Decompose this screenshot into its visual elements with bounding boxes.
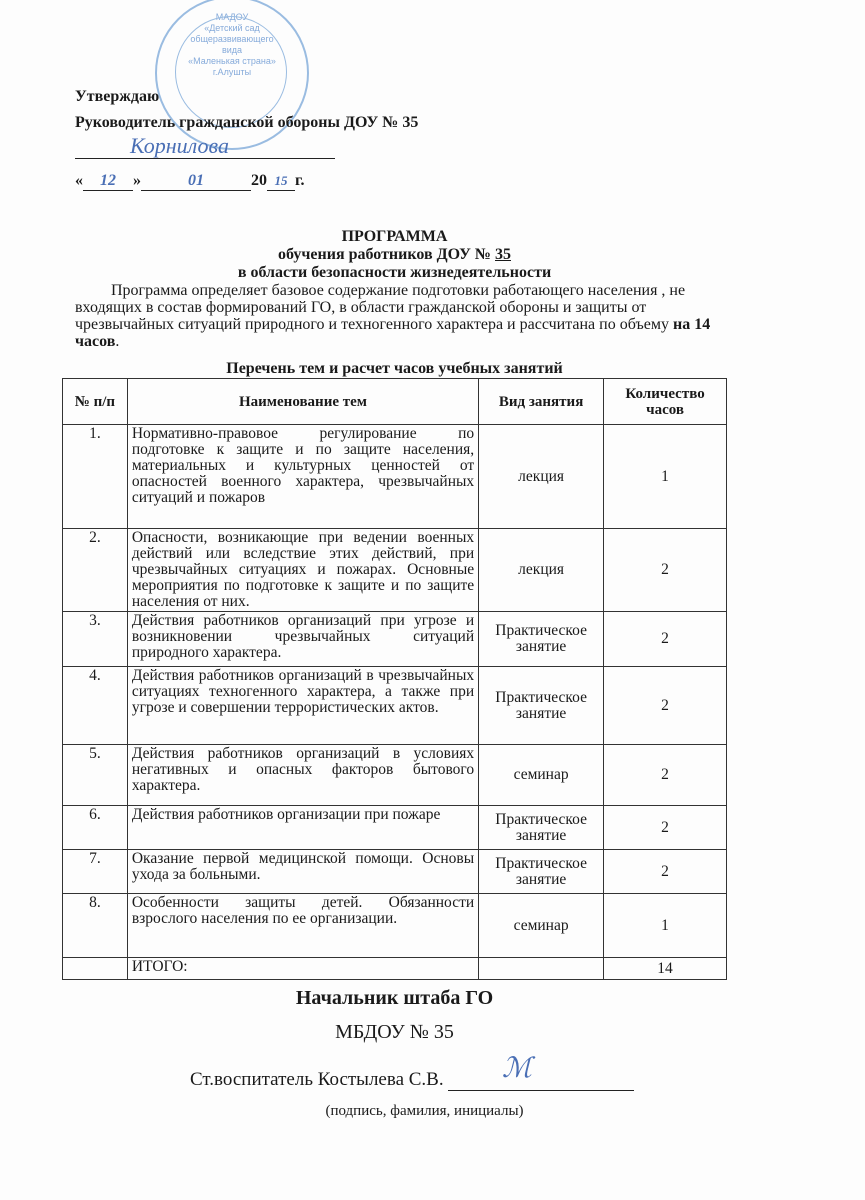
hours-count: 2 [604,529,727,612]
table-row [63,425,727,529]
stamp-line: общеразвивающего [190,34,274,44]
topic-name: Действия работников организации при пожаре [127,806,478,850]
topic-name: Особенности защиты детей. Обязанности взрослого населения по ее организации. [127,894,478,958]
hours-count: 1 [604,425,727,529]
lesson-type: Практическое занятие [479,850,604,894]
stamp-line: «Маленькая страна» [188,56,276,66]
hours-count: 2 [604,612,727,667]
header-num: № п/п [63,379,128,425]
total-hours: 14 [604,958,727,980]
table-row [63,806,727,850]
row-number: 4. [63,667,128,745]
stamp-line: г.Алушты [212,67,252,77]
approval-date [75,172,304,191]
row-number: 2. [63,529,128,612]
header-name: Наименование тем [127,379,478,425]
topic-name: Оказание первой медицинской помощи. Основы ухода за больными. [127,850,478,894]
hours-count: 1 [604,894,727,958]
quote-open: « [75,172,83,189]
stamp-line: вида [221,45,243,55]
doc-subtitle [62,246,727,264]
row-number: 7. [63,850,128,894]
topic-name: Опасности, возникающие при ведении военных действий или вследствие этих действий, при чрезвычайных ситуациях и пожарах. Основные мероприятия по подготовке к защите и по защите населения от них. [127,529,478,612]
table-row [63,850,727,894]
lesson-type: Практическое занятие [479,612,604,667]
header-type: Вид занятия [479,379,604,425]
document-body [62,228,727,1120]
table-row [63,745,727,806]
approve-label: Утверждаю [75,88,160,105]
total-type [479,958,604,980]
lesson-type: Практическое занятие [479,667,604,745]
signature-caption: (подпись, фамилия, инициалы) [325,1103,524,1119]
footer-signature-line [448,1090,634,1091]
approver-position: Руководитель гражданской обороны ДОУ № 35 [75,114,419,131]
row-number: 5. [63,745,128,806]
date-month: 01 [141,172,251,191]
subtitle-number: 35 [495,246,511,263]
chief-title: Начальник штаба ГО [295,987,494,1009]
intro-paragraph [75,282,727,350]
lesson-type: лекция [479,529,604,612]
signer-name: Ст.воспитатель Костылева С.В. [190,1069,444,1090]
approver-signature: Корнилова [130,133,229,158]
table-row [63,667,727,745]
doc-title: ПРОГРАММА [341,228,448,245]
header-hours: Количество часов [604,379,727,425]
row-number: 6. [63,806,128,850]
topics-table [62,378,727,980]
topic-name: Действия работников организаций в условиях негативных и опасных факторов бытового характера. [127,745,478,806]
lesson-type: лекция [479,425,604,529]
lesson-type: Практическое занятие [479,806,604,850]
table-row [63,894,727,958]
stamp-text [187,12,277,78]
date-day: 12 [83,172,133,191]
quote-close: » [133,172,141,189]
year-prefix: 20 [251,172,267,189]
footer-signature: ℳ [502,1053,532,1084]
signature-line [75,158,335,159]
intro-text: Программа определяет базовое содержание подготовки работающего населения , не входящих в состав формирований ГО, в области гражданской обороны и защиты от чрезвычайных ситуаций природного и техногенного характера и рассчитана по объему [75,282,686,333]
stamp-line: МАДОУ [215,12,249,22]
intro-end: . [115,333,120,350]
table-header-row [63,379,727,425]
organization-name: МБДОУ № 35 [335,1021,454,1043]
table-row [63,529,727,612]
signer-row [62,1053,727,1098]
hours-count: 2 [604,745,727,806]
table-caption: Перечень тем и расчет часов учебных занятий [226,360,563,377]
table-row [63,612,727,667]
footer [62,986,727,1120]
subtitle-text: обучения работников ДОУ № [277,246,495,263]
year-end: г. [295,172,305,189]
topic-name: Нормативно-правовое регулирование по подготовке к защите и по защите населения, материальных и культурных ценностей от опасностей военного характера, чрезвычайных ситуаций и пожаров [127,425,478,529]
doc-subtitle-2: в области безопасности жизнедеятельности [237,264,552,281]
year-suffix: 15 [267,172,295,191]
lesson-type: семинар [479,894,604,958]
topic-name: Действия работников организаций при угрозе и возникновении чрезвычайных ситуаций природного характера. [127,612,478,667]
hours-count: 2 [604,850,727,894]
hours-count: 2 [604,806,727,850]
intro-hours: на 14 часов [75,316,711,350]
row-number: 8. [63,894,128,958]
topic-name: Действия работников организаций в чрезвычайных ситуациях техногенного характера, а также при угрозе и совершении террористических актов. [127,667,478,745]
row-number: 1. [63,425,128,529]
total-label: ИТОГО: [127,958,478,980]
row-number: 3. [63,612,128,667]
total-num [63,958,128,980]
hours-count: 2 [604,667,727,745]
lesson-type: семинар [479,745,604,806]
total-row [63,958,727,980]
stamp-line: «Детский сад [204,23,260,33]
